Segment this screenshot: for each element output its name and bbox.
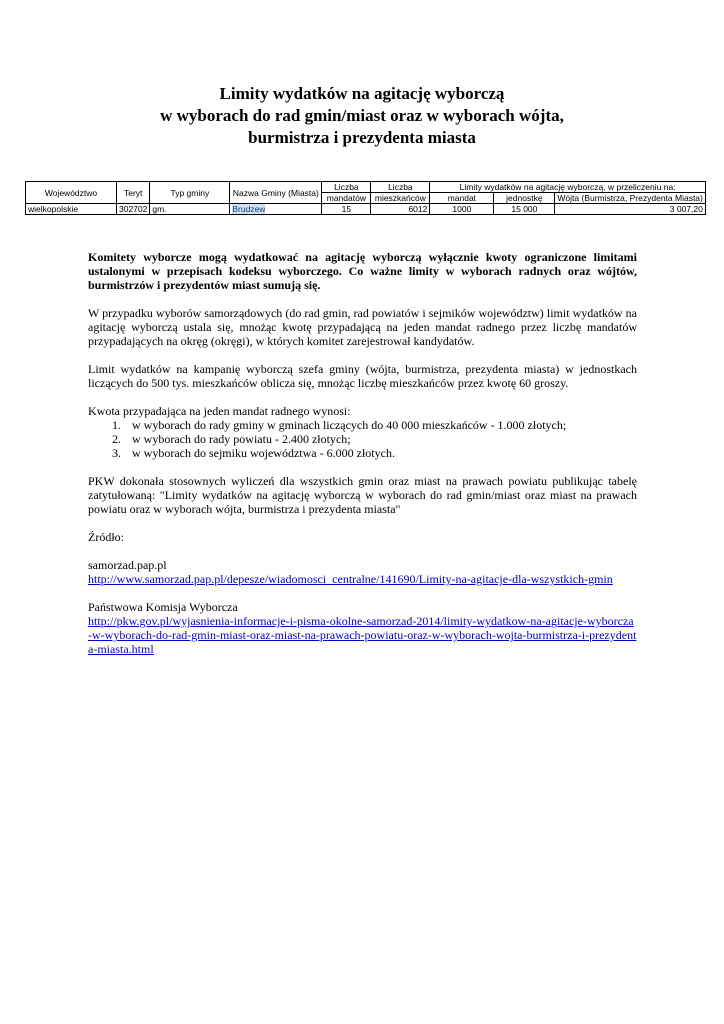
header-wojewodztwo: Województwo — [26, 182, 117, 204]
header-liczba-mandatow: Liczba — [322, 182, 371, 193]
cell-mandat: 1000 — [430, 204, 494, 215]
list-item: 2. w wyborach do rady powiatu - 2.400 złotych; — [124, 432, 637, 446]
header-mandatow: mandatów — [322, 193, 371, 204]
header-liczba-mieszkancow: Liczba — [371, 182, 430, 193]
header-wojt: Wójta (Burmistrza, Prezydenta Miasta) — [555, 193, 705, 204]
limits-table — [25, 181, 706, 215]
source-label: Źródło: — [88, 530, 124, 544]
header-limity-group: Limity wydatków na agitację wyborczą, w przeliczeniu na: — [430, 182, 705, 193]
cell-liczba-mieszkancow: 6012 — [371, 204, 430, 215]
cell-teryt: 302702 — [117, 204, 150, 215]
source-2-link[interactable]: http://pkw.gov.pl/wyjasnienia-informacje-i-pisma-okolne-samorzad-2014/limity-wydatkow-na-agitacje-wyborcza-w-wyborach-do-rad-gmin-miast-oraz-miast-na-prawach-powiatu-oraz-w-wyborach-wojta-burmistrza-i-prezydenta-miasta.html — [88, 614, 637, 656]
cell-typ-gminy: gm. — [150, 204, 230, 215]
amounts-list — [88, 418, 637, 460]
document-body — [88, 250, 637, 656]
nazwa-gminy-highlight: Brudzew — [232, 204, 266, 214]
title-line-1: Limity wydatków na agitację wyborczą — [219, 84, 505, 103]
cell-wojt: 3 007,20 — [555, 204, 705, 215]
source-1-container — [88, 572, 637, 586]
paragraph-4: PKW dokonała stosownych wyliczeń dla wszystkich gmin oraz miast na prawach powiatu publikując tabelę zatytułowaną: "Limity wydatków na agitację wyborczą w wyborach do rad gmin/miast oraz miast na prawach powiatu oraz w wyborach wójta, burmistrza i prezydenta miasta" — [88, 474, 637, 516]
cell-liczba-mandatow: 15 — [322, 204, 371, 215]
source-2-name: Państwowa Komisja Wyborcza — [88, 600, 238, 614]
header-nazwa-gminy: Nazwa Gminy (Miasta) — [230, 182, 322, 204]
source-1-name: samorzad.pap.pl — [88, 558, 167, 572]
paragraph-1: W przypadku wyborów samorządowych (do rad gmin, rad powiatów i sejmików województw) limit wydatków na agitację wyborczą ustala się, mnożąc kwotę przypadającą na jeden mandat radnego przez liczbę mandatów przypadających na okręg (okręgi), w których komitet zarejestrował kandydatów. — [88, 306, 637, 348]
paragraph-3: Kwota przypadająca na jeden mandat radnego wynosi: — [88, 404, 351, 418]
title-line-2: w wyborach do rad gmin/miast oraz w wyborach wójta, — [160, 106, 564, 125]
source-2-container — [88, 614, 637, 656]
cell-nazwa-gminy — [230, 204, 322, 215]
cell-jednostke: 15 000 — [494, 204, 555, 215]
table-header-row — [26, 182, 706, 193]
header-jednostke: jednostkę — [494, 193, 555, 204]
document-title — [0, 83, 724, 149]
cell-wojewodztwo: wielkopolskie — [26, 204, 117, 215]
list-item: 1. w wyborach do rady gminy w gminach liczących do 40 000 mieszkańców - 1.000 złotych; — [124, 418, 637, 432]
list-item: 3. w wyborach do sejmiku województwa - 6.000 złotych. — [124, 446, 637, 460]
header-teryt: Teryt — [117, 182, 150, 204]
title-line-3: burmistrza i prezydenta miasta — [248, 128, 476, 147]
table-row — [26, 204, 706, 215]
header-mandat: mandat — [430, 193, 494, 204]
lead-paragraph: Komitety wyborcze mogą wydatkować na agitację wyborczą wyłącznie kwoty ograniczone limitami ustalonymi w przepisach kodeksu wyborczego. Co ważne limity w wyborach radnych oraz wójtów, burmistrzów i prezydentów miast sumują się. — [88, 250, 637, 292]
source-1-link[interactable]: http://www.samorzad.pap.pl/depesze/wiadomosci_centralne/141690/Limity-na-agitacje-dla-wszystkich-gmin — [88, 572, 613, 586]
header-typ-gminy: Typ gminy — [150, 182, 230, 204]
header-mieszkancow: mieszkańców — [371, 193, 430, 204]
paragraph-2: Limit wydatków na kampanię wyborczą szefa gminy (wójta, burmistrza, prezydenta miasta) w jednostkach liczących do 500 tys. mieszkańców oblicza się, mnożąc liczbę mieszkańców przez kwotę 60 groszy. — [88, 362, 637, 390]
